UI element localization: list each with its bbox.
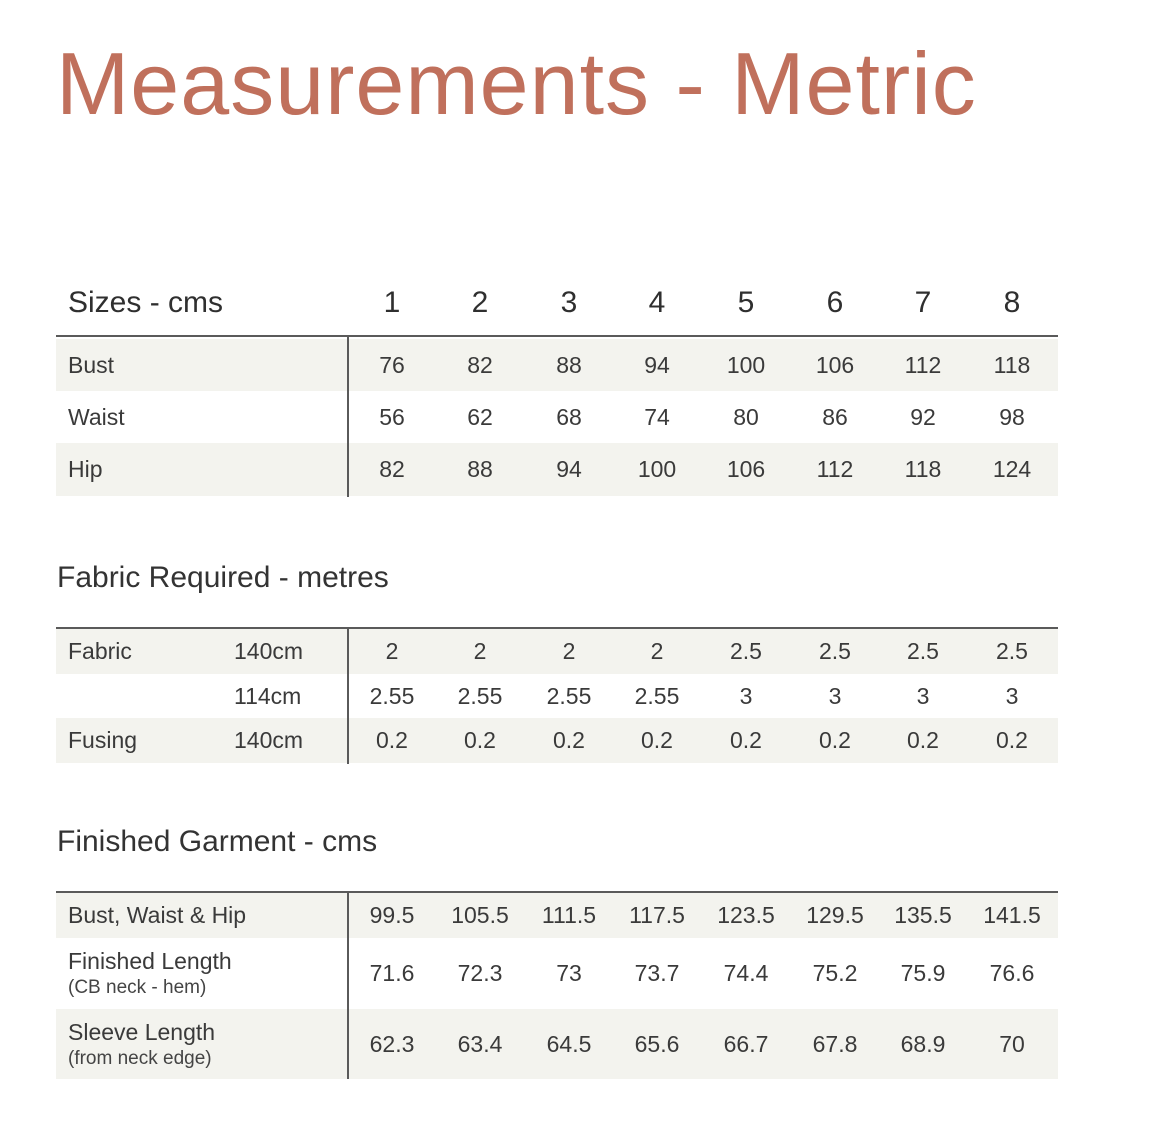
finished-value: 135.5	[894, 902, 952, 928]
finished-value: 67.8	[812, 1030, 858, 1057]
fabric-value: 2.5	[996, 638, 1028, 664]
fabric-value: 3	[739, 682, 753, 709]
finished-row	[56, 893, 1058, 938]
measurement-value: 74	[644, 403, 670, 430]
measurement-label: Hip	[68, 456, 103, 482]
size-column-header: 2	[471, 286, 489, 319]
finished-value: 72.3	[457, 960, 503, 986]
finished-value: 64.5	[546, 1030, 592, 1057]
measurement-value: 88	[556, 351, 582, 378]
finished-value: 70	[999, 1030, 1025, 1057]
sizes-table	[56, 272, 1058, 498]
fabric-value: 2.55	[546, 682, 592, 709]
measurement-row	[56, 339, 1058, 391]
finished-value: 65.6	[634, 1030, 680, 1057]
fabric-value: 2	[650, 638, 664, 664]
finished-column-rule	[347, 893, 349, 1079]
finished-heading: Finished Garment - cms	[57, 825, 378, 858]
fabric-value: 3	[1005, 682, 1019, 709]
fabric-value: 0.2	[996, 727, 1028, 753]
finished-value: 123.5	[717, 902, 775, 928]
finished-value: 141.5	[983, 902, 1041, 928]
fabric-value: 2	[473, 638, 487, 664]
fabric-value: 0.2	[819, 727, 851, 753]
measurement-value: 118	[993, 351, 1031, 378]
fabric-row	[56, 674, 1058, 718]
sizes-header-row	[56, 272, 1058, 334]
finished-label	[56, 893, 353, 938]
fabric-label: Fusing	[68, 727, 138, 753]
fabric-value: 0.2	[464, 727, 496, 753]
measurement-label: Bust	[68, 351, 115, 378]
measurement-value: 62	[467, 403, 493, 430]
fabric-value: 2	[562, 638, 576, 664]
measurement-value: 56	[379, 403, 405, 430]
measurement-value: 76	[379, 351, 405, 378]
measurement-row	[56, 443, 1058, 496]
size-column-header: 3	[560, 286, 578, 319]
measurement-value: 100	[726, 351, 766, 378]
measurement-row	[56, 391, 1058, 443]
fabric-value: 3	[916, 682, 930, 709]
fabric-heading: Fabric Required - metres	[57, 561, 389, 594]
fabric-row	[56, 629, 1058, 674]
measurement-value: 92	[910, 403, 936, 430]
measurement-value: 100	[637, 456, 677, 482]
fabric-value: 2.55	[634, 682, 680, 709]
fabric-value: 0.2	[641, 727, 673, 753]
measurement-value: 82	[467, 351, 493, 378]
finished-value: 117.5	[629, 902, 685, 928]
fabric-value: 2.5	[730, 638, 762, 664]
fabric-value: 2.5	[907, 638, 939, 664]
fabric-column-rule	[347, 629, 349, 764]
finished-table	[56, 891, 1058, 1079]
fabric-value: 0.2	[730, 727, 762, 753]
fabric-value: 2.55	[369, 682, 415, 709]
sizes-column-rule	[347, 337, 349, 497]
sizes-header-label: Sizes - cms	[68, 286, 224, 319]
finished-value: 111.5	[541, 902, 597, 928]
finished-label	[56, 938, 353, 1009]
size-column-header: 1	[383, 286, 401, 319]
fabric-label	[56, 674, 238, 718]
measurement-value: 124	[992, 456, 1032, 482]
finished-label-note: (from neck edge)	[68, 1047, 212, 1069]
size-column-header: 8	[1003, 286, 1021, 319]
fabric-top-rule	[56, 627, 1058, 629]
measurement-value: 94	[644, 351, 670, 378]
fabric-table	[56, 627, 1058, 765]
finished-value: 76.6	[989, 960, 1035, 986]
page-title: Measurements - Metric	[56, 34, 977, 133]
finished-value: 99.5	[369, 902, 415, 928]
fabric-value: 2	[385, 638, 399, 664]
size-column-header: 6	[826, 286, 844, 319]
finished-label	[56, 1009, 353, 1079]
measurement-value: 88	[467, 456, 493, 482]
finished-row	[56, 1009, 1058, 1079]
measurement-value: 106	[726, 456, 766, 482]
measurement-value: 80	[733, 403, 759, 430]
measurement-value: 82	[379, 456, 405, 482]
measurement-value: 68	[556, 403, 582, 430]
finished-label-text: Bust, Waist & Hip	[68, 902, 247, 928]
finished-top-rule	[56, 891, 1058, 893]
finished-value: 129.5	[806, 902, 864, 928]
fabric-label: Fabric	[68, 638, 132, 664]
fabric-width: 114cm	[234, 682, 302, 709]
measurement-label: Waist	[68, 403, 125, 430]
fabric-width: 140cm	[234, 727, 304, 753]
fabric-row	[56, 718, 1058, 763]
fabric-value: 2.55	[457, 682, 503, 709]
finished-value: 66.7	[723, 1030, 769, 1057]
finished-row	[56, 938, 1058, 1009]
finished-value: 73.7	[634, 960, 680, 986]
fabric-value: 0.2	[553, 727, 585, 753]
finished-value: 68.9	[900, 1030, 946, 1057]
finished-value: 62.3	[369, 1030, 415, 1057]
finished-value: 75.9	[900, 960, 946, 986]
fabric-value: 0.2	[907, 727, 939, 753]
measurement-value: 112	[816, 456, 854, 482]
finished-value: 73	[556, 960, 582, 986]
finished-value: 63.4	[457, 1030, 503, 1057]
size-column-header: 7	[914, 286, 932, 319]
size-column-header: 4	[648, 286, 666, 319]
measurement-value: 98	[999, 403, 1025, 430]
finished-value: 75.2	[812, 960, 858, 986]
finished-value: 71.6	[369, 960, 415, 986]
finished-value: 105.5	[451, 902, 509, 928]
fabric-value: 3	[828, 682, 842, 709]
finished-label-text: Sleeve Length	[68, 1018, 216, 1045]
measurement-value: 94	[556, 456, 582, 482]
measurement-value: 112	[904, 351, 942, 378]
measurement-value: 118	[904, 456, 942, 482]
finished-value: 74.4	[723, 960, 769, 986]
sizes-header-rule	[56, 335, 1058, 337]
measurement-value: 86	[822, 403, 848, 430]
measurement-value: 106	[815, 351, 855, 378]
fabric-width: 140cm	[234, 638, 304, 664]
fabric-value: 2.5	[819, 638, 851, 664]
size-column-header: 5	[737, 286, 755, 319]
finished-label-text: Finished Length	[68, 948, 232, 974]
fabric-value: 0.2	[376, 727, 408, 753]
finished-label-note: (CB neck - hem)	[68, 977, 207, 998]
